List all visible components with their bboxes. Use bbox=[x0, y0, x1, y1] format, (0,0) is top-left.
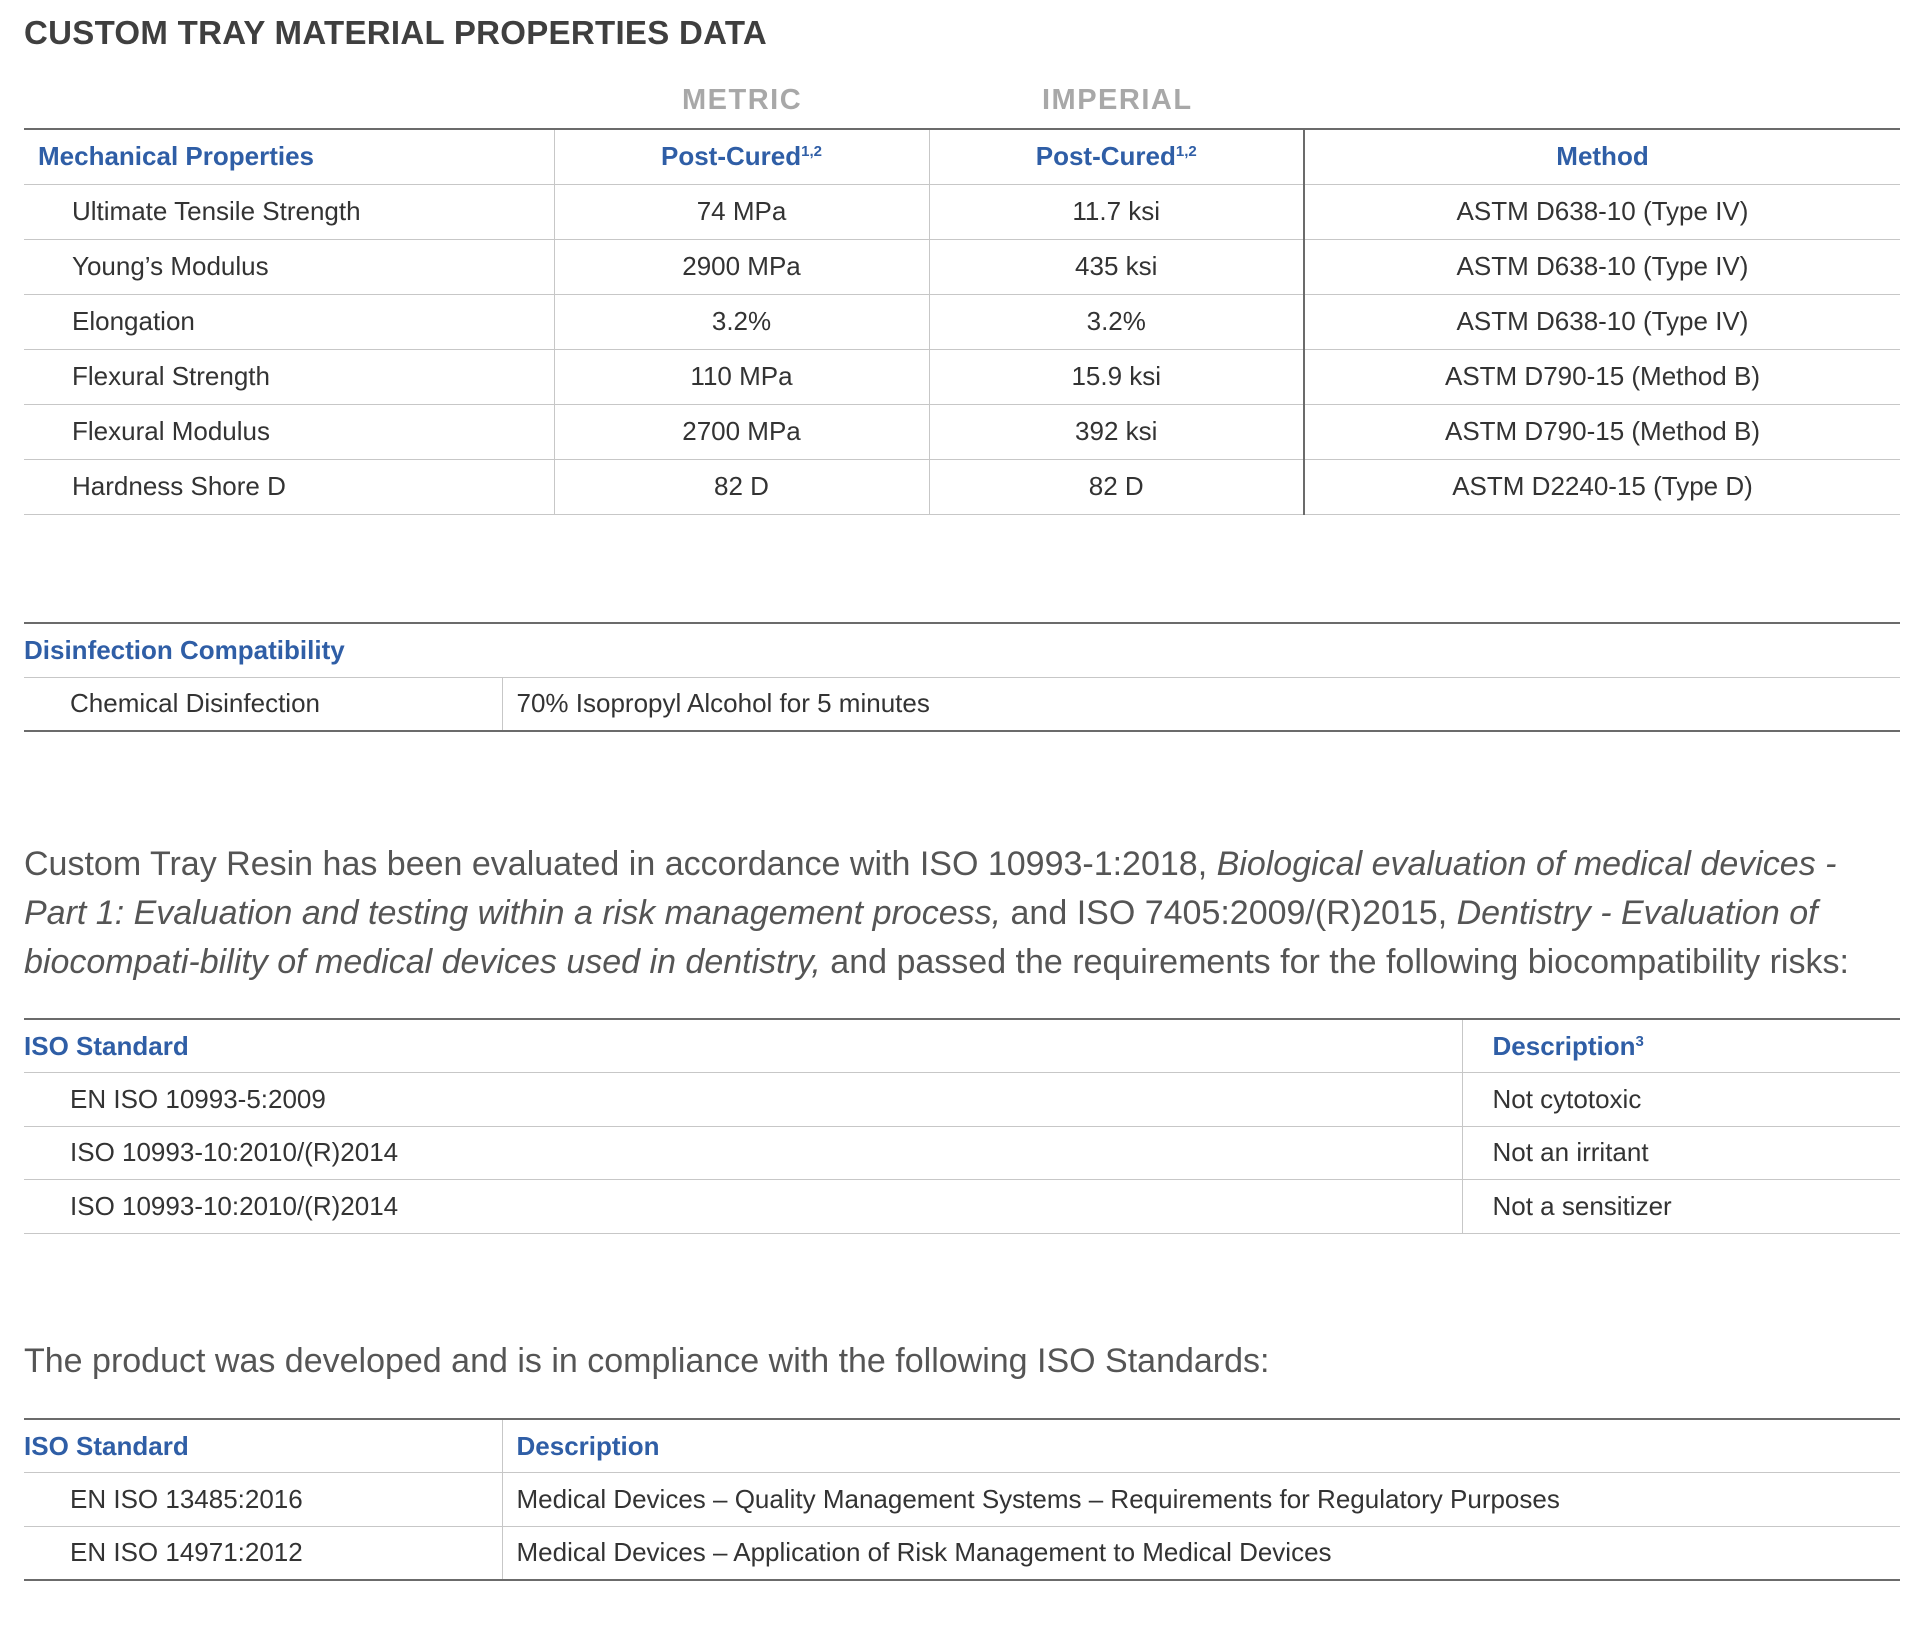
metric-units-label: METRIC bbox=[682, 84, 803, 116]
page-title: CUSTOM TRAY MATERIAL PROPERTIES DATA bbox=[24, 14, 767, 51]
table-row bbox=[24, 404, 1900, 459]
imperial-units-label: IMPERIAL bbox=[1042, 84, 1193, 116]
method-value: ASTM D638-10 (Type IV) bbox=[1304, 184, 1900, 239]
table-row bbox=[24, 239, 1900, 294]
metric-value: 2700 MPa bbox=[554, 404, 929, 459]
property-name: Ultimate Tensile Strength bbox=[24, 184, 554, 239]
biocompatibility-table bbox=[24, 1018, 1900, 1234]
disinfection-compatibility-header: Disinfection Compatibility bbox=[24, 623, 1900, 677]
method-value: ASTM D2240-15 (Type D) bbox=[1304, 459, 1900, 514]
imperial-value: 82 D bbox=[929, 459, 1304, 514]
description-value: Medical Devices – Quality Management Systems – Requirements for Regulatory Purposes bbox=[502, 1473, 1900, 1527]
table-row bbox=[24, 1126, 1900, 1180]
property-name: Elongation bbox=[24, 294, 554, 349]
table-header-row bbox=[24, 1019, 1900, 1073]
imperial-value: 11.7 ksi bbox=[929, 184, 1304, 239]
iso-standard-value: EN ISO 13485:2016 bbox=[24, 1473, 502, 1527]
table-row bbox=[24, 1180, 1900, 1234]
iso-standard-header: ISO Standard bbox=[24, 1019, 1462, 1073]
property-name: Young’s Modulus bbox=[24, 239, 554, 294]
metric-value: 82 D bbox=[554, 459, 929, 514]
method-value: ASTM D638-10 (Type IV) bbox=[1304, 294, 1900, 349]
disinfection-table bbox=[24, 622, 1900, 732]
imperial-value: 3.2% bbox=[929, 294, 1304, 349]
metric-value: 2900 MPa bbox=[554, 239, 929, 294]
method-value: ASTM D790-15 (Method B) bbox=[1304, 349, 1900, 404]
table-header-row bbox=[24, 129, 1900, 184]
description-value: Medical Devices – Application of Risk Management to Medical Devices bbox=[502, 1526, 1900, 1580]
table-row bbox=[24, 1073, 1900, 1127]
property-name: Flexural Strength bbox=[24, 349, 554, 404]
iso-standard-value: EN ISO 10993-5:2009 bbox=[24, 1073, 1462, 1127]
description-header: Description$^3$ bbox=[1462, 1019, 1900, 1073]
iso-standard-value: ISO 10993-10:2010/(R)2014 bbox=[24, 1126, 1462, 1180]
description-value: Not an irritant bbox=[1462, 1126, 1900, 1180]
table-row bbox=[24, 294, 1900, 349]
iso-standard-value: ISO 10993-10:2010/(R)2014 bbox=[24, 1180, 1462, 1234]
table-row bbox=[24, 1473, 1900, 1527]
biocompatibility-intro-paragraph: Custom Tray Resin has been evaluated in accordance with ISO 10993-1:2018, Biological evaluation of medical devices - Part 1: Evaluation and testing within a risk management process, and ISO 7405:2009/(R)2015, Dentistry - Evaluation of biocompati-bility of medical devices used in dentistry, and passed the requirements for the following biocompatibility risks: bbox=[24, 845, 1849, 981]
property-name: Hardness Shore D bbox=[24, 459, 554, 514]
disinfection-method-label: Chemical Disinfection bbox=[24, 677, 502, 731]
disinfection-method-value: 70% Isopropyl Alcohol for 5 minutes bbox=[502, 677, 1900, 731]
iso-standard-header: ISO Standard bbox=[24, 1419, 502, 1473]
mechanical-properties-table bbox=[24, 128, 1900, 515]
iso-compliance-table bbox=[24, 1418, 1900, 1581]
description-value: Not cytotoxic bbox=[1462, 1073, 1900, 1127]
compliance-intro-paragraph: The product was developed and is in compliance with the following ISO Standards: bbox=[24, 1342, 1270, 1380]
table-row bbox=[24, 1526, 1900, 1580]
table-header-row bbox=[24, 1419, 1900, 1473]
table-header-row bbox=[24, 623, 1900, 677]
table-row bbox=[24, 677, 1900, 731]
metric-value: 74 MPa bbox=[554, 184, 929, 239]
metric-value: 110 MPa bbox=[554, 349, 929, 404]
description-value: Not a sensitizer bbox=[1462, 1180, 1900, 1234]
table-row bbox=[24, 349, 1900, 404]
imperial-value: 435 ksi bbox=[929, 239, 1304, 294]
imperial-value: 15.9 ksi bbox=[929, 349, 1304, 404]
method-header: Method bbox=[1304, 129, 1900, 184]
metric-post-cured-header: Post-Cured$^{1,2}$ bbox=[554, 129, 929, 184]
imperial-post-cured-header: Post-Cured$^{1,2}$ bbox=[929, 129, 1304, 184]
table-row bbox=[24, 459, 1900, 514]
mechanical-properties-header: Mechanical Properties bbox=[24, 129, 554, 184]
iso-standard-value: EN ISO 14971:2012 bbox=[24, 1526, 502, 1580]
method-value: ASTM D790-15 (Method B) bbox=[1304, 404, 1900, 459]
property-name: Flexural Modulus bbox=[24, 404, 554, 459]
imperial-value: 392 ksi bbox=[929, 404, 1304, 459]
method-value: ASTM D638-10 (Type IV) bbox=[1304, 239, 1900, 294]
metric-value: 3.2% bbox=[554, 294, 929, 349]
table-row bbox=[24, 184, 1900, 239]
description-header: Description bbox=[502, 1419, 1900, 1473]
